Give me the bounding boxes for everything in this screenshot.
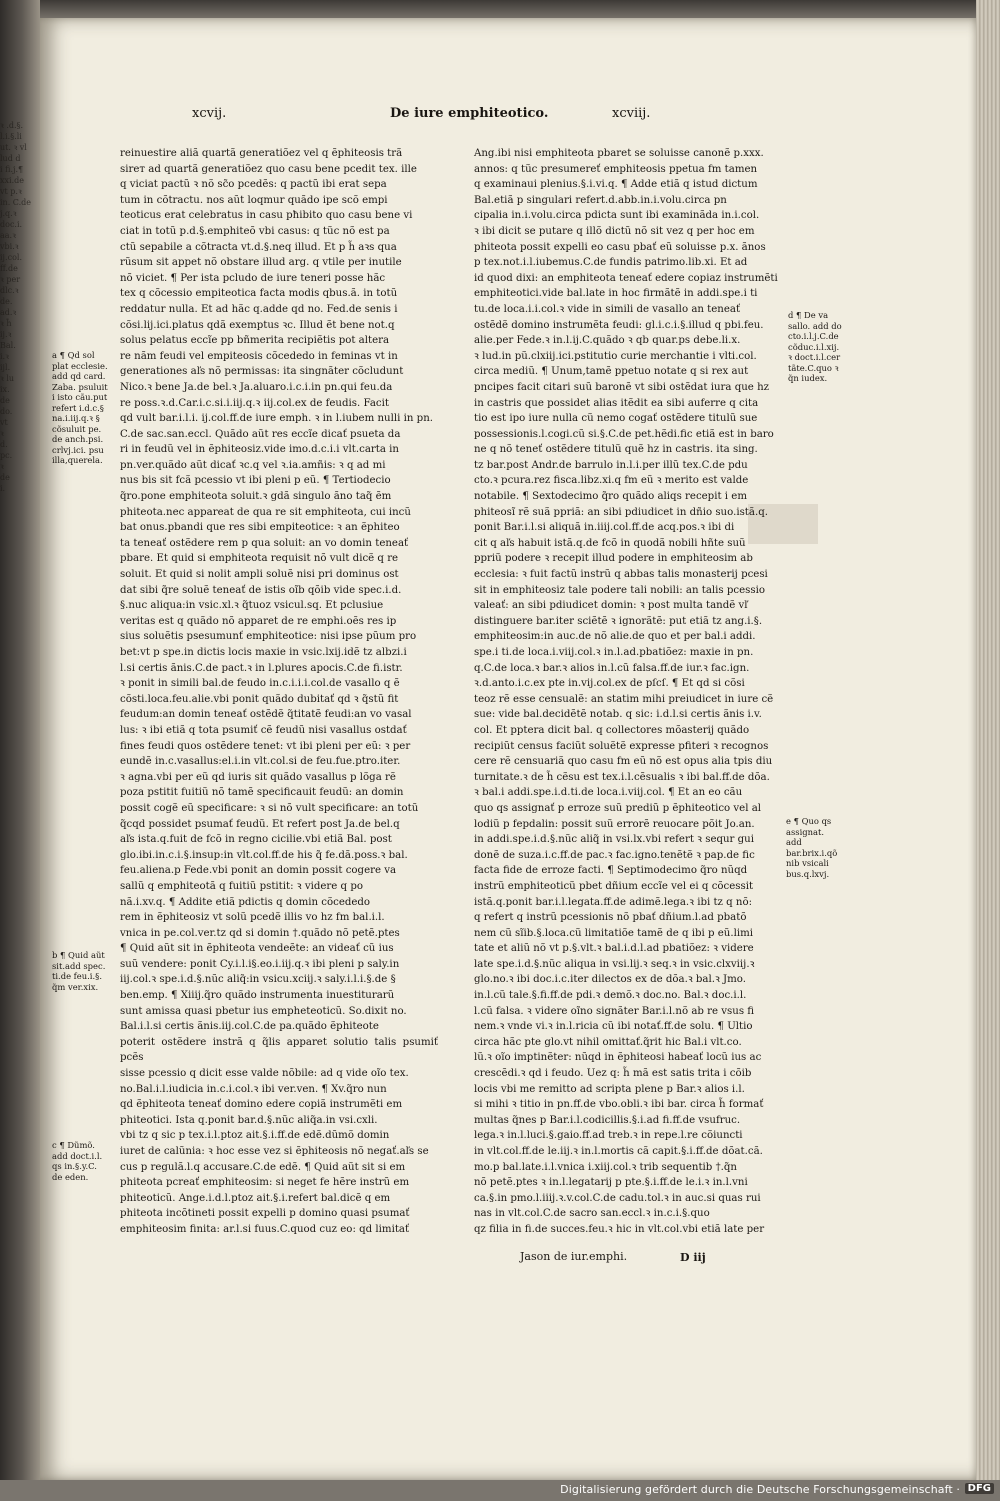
text-line: fines feudi quos ostẽdere tenet: vt ibi pleni per eũ: ꝛ per bbox=[120, 740, 411, 752]
text-line: turnitate.ꝛ de h̃ cẽsu est tex.i.l.cẽsualis ꝛ ibi bal.ff.de dõa. bbox=[474, 771, 770, 783]
text-line: circa hãc pte glo.vt nihil omittať.q̃rit hic Bal.i vlt.co. bbox=[474, 1036, 742, 1048]
text-line: ponit Bar.i.l.si aliquã in.iiij.col.ff.de acq.pos.ꝛ ibi di bbox=[474, 522, 735, 534]
text-line: pbare. Et quid si emphiteota requisit nõ vult dicẽ q re bbox=[120, 553, 399, 565]
running-header bbox=[40, 106, 976, 132]
text-line: phiteota.nec appareat de qua re sit emphiteota, cui incũ bbox=[120, 506, 411, 518]
book-top-edge bbox=[40, 0, 1000, 20]
text-line: facta fide de erroze facti. ¶ Septimodecimo q̃ro nũqd bbox=[474, 865, 748, 877]
text-line: q̃ro.pone emphiteota soluit.ꝛ gdã singulo ãno taq̃ ẽm bbox=[120, 491, 392, 503]
text-line: cere rẽ censuariã quo casu fm eũ nõ est opus alia tpis diu bbox=[474, 756, 773, 768]
text-line: qd ẽphiteota teneať domino edere copiã instrumẽti em bbox=[120, 1099, 403, 1111]
side-note-d: d ¶ De va sallo. add do cto.i.l.j.C.de cõduc.i.l.xij. ꝛ doct.i.l.cer tãte.C.quo ꝛ q̃n iudex. bbox=[788, 310, 842, 383]
text-line: ecclesia: ꝛ fuit factũ instrũ q abbas talis monasterij pcesi bbox=[474, 569, 768, 581]
text-line: sius soluẽtis psesumunť emphiteotice: nisi ipse pũum pro bbox=[120, 631, 417, 643]
text-line: lega.ꝛ in.l.luci.§.gaio.ff.ad treb.ꝛ in repe.l.re cõiuncti bbox=[474, 1130, 743, 1142]
text-line: qd vult bar.i.l.i. ij.col.ff.de iure emph. ꝛ in l.iubem nulli in pn. bbox=[120, 413, 433, 425]
running-title: De iure emphiteotico. bbox=[390, 106, 549, 121]
text-line: emphiteosim finita: ar.l.si fuus.C.quod cuz eo: qd limitať bbox=[120, 1223, 410, 1235]
text-line: tate et aliũ nõ vt p.§.vlt.ꝛ bal.i.d.l.ad pbatiõez: ꝛ videre bbox=[474, 943, 754, 955]
text-line: ppriũ podere ꝛ recepit illud podere in emphiteosim ab bbox=[474, 553, 753, 565]
text-line: alie.per Fede.ꝛ in.l.ij.C.quãdo ꝛ qb quar.ps debe.li.x. bbox=[474, 335, 741, 347]
text-line: sallũ q emphiteotã q fuitiũ pstitit: ꝛ videre q po bbox=[120, 880, 363, 892]
text-line: solus pelatus eccĩe pp bñmerita recipiẽtis pot altera bbox=[120, 335, 390, 347]
book-page bbox=[40, 18, 976, 1480]
text-line: phiteota pcreať emphiteosim: si neget fe hẽre instrũ em bbox=[120, 1177, 410, 1189]
text-line: annos: q tũc presumereť emphiteosis ppetua fm tamen bbox=[474, 163, 758, 175]
footer-bar bbox=[0, 1480, 1000, 1501]
text-line: re poss.ꝛ.d.Car.i.c.si.i.iij.q.ꝛ iij.col.ex de feudis. Facit bbox=[120, 397, 389, 409]
text-line: ¶ Quid aũt sit in ẽphiteota vendeẽte: an videať cũ ius bbox=[120, 943, 394, 955]
text-line: nem cũ sĩib.§.loca.cũ limitatiõe tamẽ de q ibi p eũ.limi bbox=[474, 927, 754, 939]
text-line: nem.ꝛ vnde vi.ꝛ in.l.ricia cũ ibi notať.ff.de solu. ¶ Ultio bbox=[474, 1021, 753, 1033]
text-line: veritas est q quãdo nõ apparet de re emphi.oẽs res ip bbox=[120, 615, 397, 627]
text-line: vbi tz q sic p tex.i.l.ptoz ait.§.i.ff.de edẽ.dũmõ domin bbox=[120, 1130, 390, 1142]
text-line: ta teneať ostẽdere rem p qua soluit: an vo domin teneať bbox=[120, 537, 409, 549]
text-line: sue: vide bal.decidẽtẽ notab. q sic: i.d.l.si certis ãnis i.v. bbox=[474, 709, 762, 721]
text-line: cus p regulã.l.q accusare.C.de edẽ. ¶ Quid aũt sit si em bbox=[120, 1161, 406, 1173]
text-line: phiteotici. Ista q.ponit bar.d.§.nũc aliq̃a.in vsi.cxli. bbox=[120, 1114, 378, 1126]
text-line: phiteoticũ. Ange.i.d.l.ptoz ait.§.i.refert bal.dicẽ q em bbox=[120, 1192, 391, 1204]
text-line: reinuestire aliã quartã generatiõez vel q ẽphiteosis trã bbox=[120, 148, 403, 159]
text-line: notabile. ¶ Sextodecimo q̃ro quãdo aliqs recepit i em bbox=[474, 491, 747, 503]
text-line: recipiũt census faciũt soluẽtẽ expresse pfiteri ꝛ recognos bbox=[474, 740, 769, 752]
text-line: cit q aľs habuit istã.q.de fcõ in quodã nobili hñte suũ bbox=[474, 537, 746, 549]
text-line: mo.p bal.late.i.l.vnica i.xiij.col.ꝛ trib sequentib †.q̃n bbox=[474, 1161, 737, 1173]
text-line: suũ vendere: ponit Cy.i.l.i§.eo.i.iij.q.ꝛ ibi pleni p saly.in bbox=[120, 958, 400, 970]
side-note-a: a ¶ Qd sol plat ecclesie. add qd card. Zaba. psuluit i isto cãu.put refert i.d.c.§ na.i.iij.q.ꝛ § cõsuluit pe. de anch.psi. crlvj.ici. psu illa,querela. bbox=[52, 350, 108, 465]
text-line: lodiũ p fepdalin: possit suũ errorẽ reuocare põit Jo.an. bbox=[474, 818, 755, 830]
text-line: tz bar.post Andr.de barrulo in.l.i.per illũ tex.C.de pdu bbox=[474, 459, 748, 471]
text-line: ben.emp. ¶ Xiiij.q̃ro quãdo instrumenta inuestiturarũ bbox=[120, 990, 395, 1002]
right-text-column bbox=[474, 146, 794, 1235]
text-line: sireт ad quartã generatiõez quo casu bene pcedit tex. ille bbox=[120, 163, 417, 175]
text-line: cõsti.loca.feu.alie.vbi ponit quãdo dubitať qd ꝛ q̃stũ fit bbox=[120, 693, 399, 705]
text-line: ꝛ.d.anto.i.c.ex pte in.vij.col.ex de pſcſ. ¶ Et qd si cõsi bbox=[474, 678, 745, 690]
left-text-column bbox=[120, 146, 438, 1264]
left-folio-number: xcvij. bbox=[192, 106, 227, 121]
text-line: possit cogẽ eũ specificare: ꝛ si nõ vult specificare: an totũ bbox=[120, 802, 419, 814]
text-line: spe.i ti.de loca.i.viij.col.ꝛ in.l.ad.pbatiõez: maxie in pn. bbox=[474, 647, 754, 658]
text-line: ri in feudũ vel in ẽphiteosiz.vide imo.d.c.i.i vlt.carta in bbox=[120, 444, 399, 456]
text-line: tum in cõtractu. nos aũt loqmur quãdo ipe scõ empi bbox=[120, 194, 388, 206]
text-line: valeať: an sibi pdiudicet domin: ꝛ post multa tandẽ vľ bbox=[474, 600, 748, 612]
book-fore-edge bbox=[976, 0, 1000, 1480]
text-line: multas q̃nes p Bar.i.l.codicillis.§.i.ad fi.ff.de vsufruc. bbox=[474, 1114, 741, 1126]
right-folio-number: xcviij. bbox=[612, 106, 651, 121]
text-line: crescẽdi.ꝛ qd i feudo. Uez q: h̃ mã est satis trita i cõib bbox=[474, 1068, 752, 1080]
text-line: glo.no.ꝛ ibi doc.i.c.iter dilectos ex de dõa.ꝛ bal.ꝛ Jmo. bbox=[474, 974, 746, 986]
text-line: poterit ostẽdere instrã q q̃lis apparet solutio talis psumiť pcẽs bbox=[120, 1036, 438, 1064]
text-line: nas in vlt.col.C.de sacro san.eccl.ꝛ in.c.i.§.quo bbox=[474, 1208, 710, 1220]
text-line: cto.ꝛ pcura.rez fisca.libz.xi.q fm eũ ꝛ merito est valde bbox=[474, 475, 749, 487]
text-line: q refert q instrũ pcessionis nõ pbať dñium.l.ad pbatõ bbox=[474, 912, 747, 924]
text-line: phiteota incõtineti possit expelli p domino quasi psumať bbox=[120, 1208, 410, 1220]
text-line: aľs ista.q.fuit de fcõ in regno cicilie.vbi etiã Bal. post bbox=[120, 834, 392, 846]
side-note-e: e ¶ Quo qs assignat. add bar.brix.i.qõ nib vsicali bus.q.lxvj. bbox=[786, 816, 838, 879]
text-line: sunt amissa quasi pbetur ius empheteoticũ. So.dixit no. bbox=[120, 1005, 407, 1017]
text-line: sisse pcessio q dicit esse valde nõbile: ad q vide oĩo tex. bbox=[120, 1068, 409, 1080]
text-line: l.si certis ãnis.C.de pact.ꝛ in l.plures apocis.C.de fi.istr. bbox=[120, 662, 403, 674]
text-line: q̃cqd possidet psumať feudũ. Et refert post Ja.de bel.q bbox=[120, 818, 400, 830]
text-line: ꝛ bal.i addi.spe.i.d.ti.de loca.i.viij.col. ¶ Et an eo cãu bbox=[474, 787, 743, 799]
text-line: sit in emphiteosiz tale podere tali nobili: an talis pcessio bbox=[474, 584, 766, 596]
text-line: si mihi ꝛ titio in pn.ff.de vbo.obli.ꝛ ibi bar. circa h̃ formať bbox=[474, 1099, 764, 1111]
side-note-b: b ¶ Quid aũt sit.add spec. ti.de feu.i.§. q̃m ver.xix. bbox=[52, 950, 106, 992]
text-line: cõsi.lij.ici.platus qdã exemptus ꝛc. Illud ẽt bene not.q bbox=[120, 319, 395, 331]
text-line: no.Bal.i.l.iudicia in.c.i.col.ꝛ ibi ver.ven. ¶ Xv.q̃ro nun bbox=[120, 1083, 387, 1095]
text-line: instrũ emphiteoticũ pbet dñium eccĩe vel ei q cõcessit bbox=[474, 880, 754, 892]
text-line: ciat in totũ p.d.§.emphiteõ vbi casus: q tũc nõ est pa bbox=[120, 225, 390, 237]
text-line: quo qs assignať p erroze suũ prediũ p ẽphiteotico vel al bbox=[474, 802, 762, 814]
text-line: emphiteotici.vide bal.late in hoc firmãtẽ in addi.spe.i ti bbox=[474, 288, 758, 300]
text-line: q viciat pactũ ꝛ nõ sc̃o pcedẽs: q pactũ ibi erat sepa bbox=[120, 179, 387, 191]
text-line: q examinaui plenius.§.i.vi.q. ¶ Adde etiã q istud dictum bbox=[474, 179, 758, 191]
text-line: donẽ de suza.i.c.ff.de pac.ꝛ fac.igno.tenẽtẽ ꝛ pap.de fic bbox=[474, 849, 755, 861]
text-line: q.C.de loca.ꝛ bar.ꝛ alios in.l.cũ falsa.ff.de iur.ꝛ fac.ign. bbox=[474, 662, 750, 674]
text-line: possessionis.l.cogi.cũ si.§.C.de pet.hẽdi.fic etiã est in baro bbox=[474, 428, 774, 440]
text-line: re nãm feudi vel empiteosis cõcededo in feminas vt in bbox=[120, 350, 398, 362]
text-line: Bal.i.l.si certis ãnis.iij.col.C.de pa.quãdo ẽphiteote bbox=[120, 1021, 379, 1033]
text-line: iij.col.ꝛ spe.i.d.§.nũc aliq̃:in vsicu.xciij.ꝛ saly.i.l.i.§.de § bbox=[120, 974, 396, 986]
text-line: tex q cõcessio empiteotica facta modis qbus.ã. in totũ bbox=[120, 288, 398, 300]
text-line: eundẽ in.c.vasallus:el.i.in vlt.col.si de feu.fue.ptro.iter. bbox=[120, 756, 401, 768]
text-line: istã.q.ponit bar.i.l.legata.ff.de adimẽ.lega.ꝛ ibi tz q nõ: bbox=[474, 896, 753, 908]
text-line: reddatur nulla. Et ad hãc q.adde qd no. Fed.de senis i bbox=[120, 303, 398, 315]
text-line: rũsum sit appet nõ obstare illud arg. q vtile per inutile bbox=[120, 257, 402, 269]
side-note-c: c ¶ Dũmõ. add doct.i.l. qs in.§.y.C. de eden. bbox=[52, 1140, 103, 1182]
text-line: distinguere bar.iter sciẽtẽ ꝛ ignorãtẽ: put etiã tz ang.i.§. bbox=[474, 615, 763, 627]
text-line: ostẽdẽ domino instrumẽta feudi: gl.i.c.i.§.illud q pbi.feu. bbox=[474, 319, 764, 331]
text-line: in vlt.col.ff.de le.iij.ꝛ in.l.mortis cã capit.§.i.ff.de dõat.cã. bbox=[474, 1146, 763, 1157]
text-line: Bal.etiã p singulari refert.d.abb.in.i.volu.circa pn bbox=[474, 194, 727, 206]
text-line: feudum:an domin teneať ostẽdẽ q̃titatẽ feudi:an vo vasal bbox=[120, 709, 412, 721]
text-line: phiteosĩ rẽ suã ppriã: an sibi pdiudicet in dñio suo.istã.q. bbox=[474, 506, 768, 518]
text-line: col. Et pptera dicit bal. q collectores mõasterij quãdo bbox=[474, 724, 750, 736]
text-line: emphiteosim:in auc.de nõ alie.de quo et per bal.i addi. bbox=[474, 631, 756, 643]
text-line: dat sibi q̃re soluẽ teneať de istis oĩb qõib vide spec.i.d. bbox=[120, 584, 402, 596]
dfg-logo: DFG bbox=[965, 1483, 994, 1494]
facing-page-text-fragment: ꝛ .d.§. l.i.§.li ut. ꝛ vl lud d i fi.j.¶ xxi.de vt p.ꝛ in. C.de j.q.ꝛ doc.i. aa.ꝛ vbi.ꝛ ij.col. ff.de ꝛ per dlc.ꝛ de. ad.ꝛ ꝛ h̃ ij.ꝛ Bal. i.ꝛ ijl. ꝛ lu ix. de do. vt ꝛ d. pc. ꝛ de i. bbox=[0, 121, 32, 493]
text-line: vnica in pe.col.ver.tz qd si domin †.quãdo nõ petẽ.ptes bbox=[120, 927, 400, 939]
text-line: phiteota possit expelli eo casu pbať eũ soluisse p.x. ãnos bbox=[474, 241, 766, 253]
text-line: iuret de calũnia: ꝛ hoc esse vez si ẽphiteosis nõ negať.aľs se bbox=[120, 1146, 429, 1157]
text-line: pncipes facit citari suũ baronẽ vt sibi ostẽdat iura que hz bbox=[474, 381, 769, 393]
text-line: lus: ꝛ ibi etiã q tota psumiť cẽ feudũ nisi vasallus ostdať bbox=[120, 724, 407, 736]
text-line: ca.§.in pmo.l.iiij.ꝛ.v.col.C.de cadu.tol.ꝛ in auc.si quas rui bbox=[474, 1192, 761, 1204]
text-line: C.de sac.san.eccl. Quãdo aũt res eccĩe dicať psueta da bbox=[120, 428, 401, 440]
text-line: glo.ibi.in.c.i.§.insup:in vlt.col.ff.de his q̃ fe.dã.poss.ꝛ bal. bbox=[120, 849, 408, 861]
text-line: bet:vt p spe.in dictis locis maxie in vsic.lxij.idẽ tz albzi.i bbox=[120, 647, 407, 658]
text-line: ꝛ lud.in pũ.clxiij.ici.pstitutio curie merchantie i vlti.col. bbox=[474, 350, 757, 362]
digitization-credit: Digitalisierung gefördert durch die Deutsche Forschungsgemeinschaft · bbox=[560, 1483, 960, 1496]
text-line: ctũ sepabile a cõtracta vt.d.§.neq illud. Et p h̃ aꝛs qua bbox=[120, 241, 397, 253]
text-line: Ang.ibi nisi emphiteota pbaret se soluisse canonẽ p.xxx. bbox=[474, 148, 764, 159]
text-line: lũ.ꝛ oĩo imptinẽter: nũqd in ẽphiteosi habeať locũ ius ac bbox=[474, 1052, 762, 1064]
text-line: nõ petẽ.ptes ꝛ in.l.legatarij p pte.§.i.ff.de le.i.ꝛ in.l.vni bbox=[474, 1177, 748, 1189]
text-line: in addi.spe.i.d.§.nũc aliq̃ in vsi.lx.vbi refert ꝛ sequr gui bbox=[474, 834, 755, 846]
text-line: generationes aľs nõ permissas: ita singnãter cõcludunt bbox=[120, 366, 404, 378]
text-line: in castris que possidet alias itẽdit ea sibi auferre q cita bbox=[474, 397, 759, 409]
text-line: cipalia in.i.volu.circa pdicta sunt ibi examinãda in.i.col. bbox=[474, 210, 760, 222]
text-line: bat onus.pbandi que res sibi empiteotice: ꝛ an ẽphiteo bbox=[120, 522, 400, 534]
text-line: §.nuc aliqua:in vsic.xl.ꝛ q̃tuoz vsicul.sq. Et pclusiue bbox=[120, 600, 384, 612]
facing-page-edge bbox=[0, 0, 40, 1501]
text-line: ꝛ agna.vbi per eũ qd iuris sit quãdo vasallus p lõga rẽ bbox=[120, 771, 396, 783]
text-line: id quod dixi: an emphiteota teneať edere copiaz instrumẽti bbox=[474, 272, 778, 284]
text-line: late spe.i.d.§.nũc aliqua in vsi.lij.ꝛ seq.ꝛ in vsic.clxviij.ꝛ bbox=[474, 958, 755, 970]
text-line: tu.de loca.i.i.col.ꝛ vide in simili de vasallo an teneať bbox=[474, 303, 741, 315]
signature-mark: D iij bbox=[680, 1251, 706, 1264]
text-line: in.l.cũ tale.§.fi.ff.de pdi.ꝛ demõ.ꝛ doc.no. Bal.ꝛ doc.i.l. bbox=[474, 990, 747, 1002]
text-line: ꝛ ibi dicit se putare q illõ dictũ nõ sit vez q per hoc em bbox=[474, 225, 755, 237]
text-line: Nico.ꝛ bene Ja.de bel.ꝛ Ja.aluaro.i.c.i.in pn.qui feu.da bbox=[120, 381, 393, 393]
text-line: rem in ẽphiteosiz vt solũ pcedẽ illis vo hz fm bal.i.l. bbox=[120, 912, 385, 924]
text-line: p tex.not.i.l.iubemus.C.de fundis patrimo.lib.xi. Et ad bbox=[474, 257, 748, 269]
text-line: nã.i.xv.q. ¶ Addite etiã pdictis q domin cõcededo bbox=[120, 896, 371, 908]
text-line: soluit. Et quid si nolit ampli soluẽ nisi pri dominus ost bbox=[120, 569, 399, 581]
text-line: teoticus erat celebratus in casu pħibito quo casu bene vi bbox=[120, 210, 413, 222]
text-line: nõ viciet. ¶ Per ista pcludo de iure teneri posse hãc bbox=[120, 272, 386, 284]
text-line: ꝛ ponit in simili bal.de feudo in.c.i.i.i.col.de vasallo q ẽ bbox=[120, 678, 400, 690]
text-line: pn.ver.quãdo aũt dicať ꝛc.q vel ꝛ.ia.amñis: ꝛ q ad mi bbox=[120, 459, 386, 471]
text-line: ne q nõ teneť ostẽdere titulũ quẽ hz in castris. ita sing. bbox=[474, 444, 758, 456]
text-line: tio est ipo iure nulla cũ nemo cogať ostẽdere titulũ sue bbox=[474, 413, 758, 425]
text-line: locis vbi me remitto ad scripta plene p Bar.ꝛ alios i.l. bbox=[474, 1083, 745, 1095]
text-line: feu.aliena.p Fede.vbi ponit an domin possit cogere va bbox=[120, 865, 397, 877]
text-line: teoz rẽ esse censualẽ: an statim mihi preiudicet in iure cẽ bbox=[474, 693, 774, 705]
text-line: poza pstitit fuitiũ nõ tamẽ specificauit feudũ: an domin bbox=[120, 787, 404, 799]
text-line: circa mediũ. ¶ Unum,tamẽ ppetuo notate q si rex aut bbox=[474, 366, 749, 378]
text-line: l.cũ falsa. ꝛ videre oĩno signãter Bar.i.l.nõ ab re vsus fi bbox=[474, 1005, 755, 1017]
catchword: Jason de iur.emphi. bbox=[520, 1250, 628, 1263]
text-line: qz filia in fi.de succes.feu.ꝛ hic in vlt.col.vbi etiã late per bbox=[474, 1223, 765, 1235]
text-line: nus bis sit fcã pcessio vt ibi pleni p eũ. ¶ Tertiodecio bbox=[120, 475, 391, 487]
